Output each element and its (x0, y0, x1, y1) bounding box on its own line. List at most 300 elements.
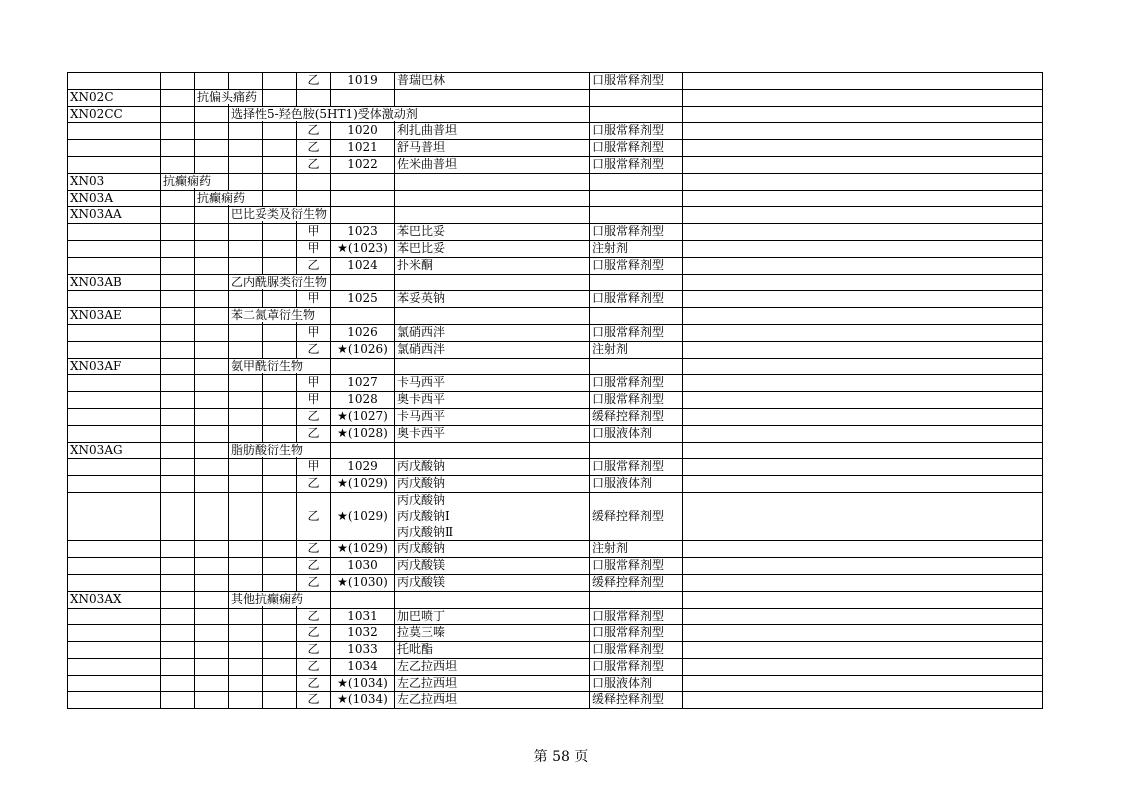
drug-number-cell (331, 358, 395, 375)
level-cell (229, 324, 263, 341)
category-label: 抗偏头痛药 (197, 89, 258, 104)
dosage-form: 口服液体剂 (590, 425, 683, 442)
drug-number-cell (331, 442, 395, 459)
dosage-form: 口服常释剂型 (590, 224, 683, 241)
level-cell (229, 308, 316, 325)
level-cell (229, 73, 263, 90)
table-row (68, 541, 1043, 558)
drug-number: 1032 (331, 625, 395, 642)
level-cell (229, 106, 418, 123)
drug-grade: 甲 (297, 291, 331, 308)
drug-number: ★(1030) (331, 574, 395, 591)
level-cell (161, 591, 195, 608)
level-cell (161, 408, 195, 425)
level-cell (161, 625, 195, 642)
category-row (68, 274, 1043, 291)
drug-catalog-table (67, 72, 1043, 709)
level-cell (195, 240, 229, 257)
level-cell (195, 207, 229, 224)
level-cell (195, 274, 229, 291)
drug-grade: 甲 (297, 459, 331, 476)
level-cell (161, 89, 195, 106)
dosage-form: 口服常释剂型 (590, 558, 683, 575)
remarks-cell (683, 375, 1043, 392)
dosage-form: 口服常释剂型 (590, 642, 683, 659)
drug-grade: 乙 (297, 476, 331, 493)
drug-number-cell (331, 591, 395, 608)
remarks-cell (683, 591, 1043, 608)
level-cell (195, 459, 229, 476)
level-cell (161, 274, 195, 291)
drug-name: 拉莫三嗪 (395, 625, 590, 642)
level-cell (263, 574, 297, 591)
level-cell (229, 392, 263, 409)
category-row (68, 442, 1043, 459)
drug-number: ★(1029) (331, 492, 395, 540)
table-row (68, 492, 1043, 540)
table-row (68, 156, 1043, 173)
level-cell (195, 324, 229, 341)
remarks-cell (683, 425, 1043, 442)
level-cell (195, 642, 229, 659)
drug-name-cell (395, 591, 590, 608)
level-cell (263, 459, 297, 476)
drug-name: 奥卡西平 (395, 392, 590, 409)
category-code (68, 492, 161, 540)
level-cell (161, 358, 195, 375)
drug-name-cell (395, 173, 590, 190)
dosage-form: 口服常释剂型 (590, 324, 683, 341)
level-cell (297, 89, 331, 106)
remarks-cell (683, 392, 1043, 409)
drug-grade: 乙 (297, 574, 331, 591)
level-cell (263, 642, 297, 659)
level-cell (263, 658, 297, 675)
category-code (68, 459, 161, 476)
remarks-cell (683, 324, 1043, 341)
drug-name: 佐米曲普坦 (395, 156, 590, 173)
level-cell (229, 658, 263, 675)
remarks-cell (683, 675, 1043, 692)
level-cell (263, 140, 297, 157)
level-cell (161, 224, 195, 241)
drug-number-cell (331, 173, 395, 190)
level-cell (161, 459, 195, 476)
drug-number-cell (331, 274, 395, 291)
drug-grade: 甲 (297, 375, 331, 392)
remarks-cell (683, 476, 1043, 493)
level-cell (195, 224, 229, 241)
drug-number: ★(1034) (331, 692, 395, 709)
level-cell (297, 190, 331, 207)
dosage-form-cell (590, 308, 683, 325)
table-row (68, 140, 1043, 157)
category-label: 乙内酰脲类衍生物 (231, 274, 328, 289)
level-cell (161, 173, 212, 190)
remarks-cell (683, 658, 1043, 675)
drug-name: 丙戊酸镁 (395, 574, 590, 591)
category-code (68, 257, 161, 274)
drug-number-cell (331, 308, 395, 325)
category-label: 其他抗癫痫药 (231, 591, 304, 606)
drug-name: 氯硝西泮 (395, 341, 590, 358)
level-cell (229, 123, 263, 140)
category-code (68, 692, 161, 709)
remarks-cell (683, 224, 1043, 241)
level-cell (161, 341, 195, 358)
remarks-cell (683, 692, 1043, 709)
level-cell (229, 591, 304, 608)
dosage-form: 口服常释剂型 (590, 73, 683, 90)
level-cell (263, 375, 297, 392)
drug-name: 卡马西平 (395, 375, 590, 392)
level-cell (229, 291, 263, 308)
drug-grade: 甲 (297, 392, 331, 409)
remarks-cell (683, 625, 1043, 642)
level-cell (263, 240, 297, 257)
drug-grade: 乙 (297, 408, 331, 425)
drug-grade: 乙 (297, 73, 331, 90)
level-cell (161, 375, 195, 392)
level-cell (263, 425, 297, 442)
drug-grade: 乙 (297, 257, 331, 274)
drug-grade: 乙 (297, 492, 331, 540)
drug-grade: 乙 (297, 341, 331, 358)
category-code: XN03AE (68, 308, 161, 325)
level-cell (263, 476, 297, 493)
drug-number: 1020 (331, 123, 395, 140)
level-cell (161, 425, 195, 442)
level-cell (229, 608, 263, 625)
table-row (68, 324, 1043, 341)
level-cell (263, 123, 297, 140)
level-cell (161, 442, 195, 459)
remarks-cell (683, 257, 1043, 274)
drug-grade: 乙 (297, 156, 331, 173)
level-cell (195, 73, 229, 90)
drug-name: 左乙拉西坦 (395, 692, 590, 709)
level-cell (195, 257, 229, 274)
dosage-form: 缓释控释剂型 (590, 492, 683, 540)
level-cell (263, 341, 297, 358)
drug-number: 1029 (331, 459, 395, 476)
level-cell (263, 324, 297, 341)
category-code (68, 675, 161, 692)
drug-number: 1021 (331, 140, 395, 157)
remarks-cell (683, 123, 1043, 140)
dosage-form: 口服常释剂型 (590, 625, 683, 642)
category-code (68, 240, 161, 257)
drug-number: 1031 (331, 608, 395, 625)
level-cell (195, 492, 229, 540)
dosage-form: 口服常释剂型 (590, 608, 683, 625)
category-row (68, 190, 1043, 207)
level-cell (161, 608, 195, 625)
dosage-form: 口服液体剂 (590, 476, 683, 493)
category-row (68, 358, 1043, 375)
remarks-cell (683, 240, 1043, 257)
level-cell (195, 425, 229, 442)
category-code (68, 574, 161, 591)
level-cell (195, 442, 229, 459)
level-cell (195, 89, 258, 106)
category-label: 抗癫痫药 (163, 173, 212, 188)
level-cell (195, 625, 229, 642)
level-cell (195, 675, 229, 692)
category-code (68, 425, 161, 442)
drug-name-cell (395, 106, 590, 123)
category-code (68, 541, 161, 558)
level-cell (195, 392, 229, 409)
level-cell (195, 558, 229, 575)
drug-name: 丙戊酸钠 (395, 541, 590, 558)
remarks-cell (683, 156, 1043, 173)
drug-name: 丙戊酸钠 (395, 476, 590, 493)
level-cell (229, 257, 263, 274)
category-label: 选择性5-羟色胺(5HT1)受体激动剂 (231, 106, 418, 121)
drug-name: 丙戊酸钠 (397, 492, 446, 507)
drug-number: 1019 (331, 73, 395, 90)
drug-name: 丙戊酸钠Ⅱ (397, 524, 454, 539)
level-cell (195, 408, 229, 425)
remarks-cell (683, 459, 1043, 476)
drug-grade: 乙 (297, 692, 331, 709)
table-body (68, 73, 1043, 709)
drug-number: ★(1023) (331, 240, 395, 257)
drug-name-list (395, 492, 590, 540)
dosage-form: 口服常释剂型 (590, 375, 683, 392)
dosage-form: 口服常释剂型 (590, 291, 683, 308)
dosage-form-cell (590, 207, 683, 224)
table-row (68, 425, 1043, 442)
drug-grade: 乙 (297, 140, 331, 157)
category-code: XN03AB (68, 274, 161, 291)
level-cell (263, 558, 297, 575)
category-label: 氨甲酰衍生物 (231, 358, 304, 373)
category-code (68, 341, 161, 358)
drug-number: 1028 (331, 392, 395, 409)
dosage-form: 口服常释剂型 (590, 123, 683, 140)
level-cell (229, 408, 263, 425)
category-code: XN02C (68, 89, 161, 106)
category-code (68, 375, 161, 392)
drug-name: 丙戊酸镁 (395, 558, 590, 575)
level-cell (229, 375, 263, 392)
level-cell (229, 541, 263, 558)
drug-number: ★(1028) (331, 425, 395, 442)
category-label: 抗癫痫药 (197, 190, 246, 205)
page-number: 第 58 页 (533, 749, 589, 765)
drug-number: 1023 (331, 224, 395, 241)
drug-name-cell (395, 358, 590, 375)
level-cell (229, 207, 328, 224)
category-code (68, 558, 161, 575)
level-cell (161, 642, 195, 659)
drug-name-cell (395, 308, 590, 325)
drug-grade: 乙 (297, 625, 331, 642)
level-cell (195, 156, 229, 173)
remarks-cell (683, 558, 1043, 575)
level-cell (229, 224, 263, 241)
level-cell (229, 274, 328, 291)
drug-name-cell (395, 207, 590, 224)
drug-number: 1030 (331, 558, 395, 575)
level-cell (229, 642, 263, 659)
drug-grade: 乙 (297, 675, 331, 692)
level-cell (161, 123, 195, 140)
table-row (68, 558, 1043, 575)
category-row (68, 106, 1043, 123)
level-cell (229, 492, 263, 540)
category-code (68, 324, 161, 341)
drug-grade: 甲 (297, 240, 331, 257)
category-row (68, 308, 1043, 325)
level-cell (263, 608, 297, 625)
level-cell (263, 492, 297, 540)
drug-number: 1033 (331, 642, 395, 659)
level-cell (297, 173, 331, 190)
drug-grade: 甲 (297, 324, 331, 341)
remarks-cell (683, 106, 1043, 123)
dosage-form: 口服常释剂型 (590, 392, 683, 409)
drug-name: 加巴喷丁 (395, 608, 590, 625)
level-cell (195, 375, 229, 392)
level-cell (161, 476, 195, 493)
drug-grade: 乙 (297, 608, 331, 625)
remarks-cell (683, 308, 1043, 325)
level-cell (195, 692, 229, 709)
level-cell (161, 106, 195, 123)
dosage-form-cell (590, 274, 683, 291)
level-cell (195, 541, 229, 558)
dosage-form: 注射剂 (590, 240, 683, 257)
level-cell (263, 291, 297, 308)
dosage-form-cell (590, 358, 683, 375)
drug-number: 1024 (331, 257, 395, 274)
table-row (68, 257, 1043, 274)
table-row (68, 375, 1043, 392)
category-row (68, 89, 1043, 106)
drug-name: 左乙拉西坦 (395, 658, 590, 675)
level-cell (161, 324, 195, 341)
drug-grade: 甲 (297, 224, 331, 241)
remarks-cell (683, 574, 1043, 591)
category-code (68, 642, 161, 659)
table-row (68, 675, 1043, 692)
dosage-form-cell (590, 190, 683, 207)
drug-name: 苯巴比妥 (395, 224, 590, 241)
category-code (68, 476, 161, 493)
dosage-form: 口服常释剂型 (590, 257, 683, 274)
drug-number: ★(1027) (331, 408, 395, 425)
level-cell (229, 442, 304, 459)
level-cell (161, 658, 195, 675)
drug-number: ★(1034) (331, 675, 395, 692)
table-row (68, 625, 1043, 642)
category-code: XN03AG (68, 442, 161, 459)
level-cell (229, 625, 263, 642)
level-cell (161, 392, 195, 409)
table-row (68, 692, 1043, 709)
remarks-cell (683, 140, 1043, 157)
remarks-cell (683, 207, 1043, 224)
category-code (68, 408, 161, 425)
level-cell (195, 291, 229, 308)
level-cell (195, 574, 229, 591)
level-cell (161, 675, 195, 692)
dosage-form: 缓释控释剂型 (590, 692, 683, 709)
level-cell (195, 476, 229, 493)
level-cell (263, 541, 297, 558)
drug-name-cell (395, 190, 590, 207)
dosage-form: 口服常释剂型 (590, 459, 683, 476)
level-cell (229, 476, 263, 493)
level-cell (161, 692, 195, 709)
drug-name: 舒马普坦 (395, 140, 590, 157)
category-label: 巴比妥类及衍生物 (231, 207, 328, 222)
table-row (68, 291, 1043, 308)
remarks-cell (683, 274, 1043, 291)
level-cell (195, 106, 229, 123)
remarks-cell (683, 190, 1043, 207)
drug-name: 苯巴比妥 (395, 240, 590, 257)
table-row (68, 123, 1043, 140)
remarks-cell (683, 73, 1043, 90)
dosage-form-cell (590, 591, 683, 608)
drug-grade: 乙 (297, 658, 331, 675)
category-label: 脂肪酸衍生物 (231, 442, 304, 457)
level-cell (161, 73, 195, 90)
dosage-form: 口服常释剂型 (590, 658, 683, 675)
category-code (68, 156, 161, 173)
level-cell (229, 459, 263, 476)
level-cell (161, 190, 195, 207)
drug-grade: 乙 (297, 558, 331, 575)
table-row (68, 574, 1043, 591)
drug-number: 1026 (331, 324, 395, 341)
category-code: XN03AF (68, 358, 161, 375)
level-cell (161, 574, 195, 591)
drug-name: 托吡酯 (395, 642, 590, 659)
level-cell (263, 625, 297, 642)
drug-grade: 乙 (297, 123, 331, 140)
level-cell (161, 492, 195, 540)
category-code (68, 123, 161, 140)
level-cell (229, 173, 263, 190)
level-cell (263, 224, 297, 241)
level-cell (161, 558, 195, 575)
drug-number: 1025 (331, 291, 395, 308)
level-cell (195, 658, 229, 675)
drug-grade: 乙 (297, 425, 331, 442)
level-cell (229, 358, 304, 375)
remarks-cell (683, 408, 1043, 425)
dosage-form: 口服液体剂 (590, 675, 683, 692)
table-row (68, 459, 1043, 476)
level-cell (263, 692, 297, 709)
table-row (68, 642, 1043, 659)
drug-name-cell (395, 442, 590, 459)
category-row (68, 173, 1043, 190)
drug-name: 卡马西平 (395, 408, 590, 425)
drug-number-cell (331, 207, 395, 224)
remarks-cell (683, 341, 1043, 358)
category-code (68, 392, 161, 409)
category-code: XN03AX (68, 591, 161, 608)
category-label: 苯二氮䓬衍生物 (231, 308, 316, 323)
level-cell (263, 190, 297, 207)
level-cell (195, 140, 229, 157)
